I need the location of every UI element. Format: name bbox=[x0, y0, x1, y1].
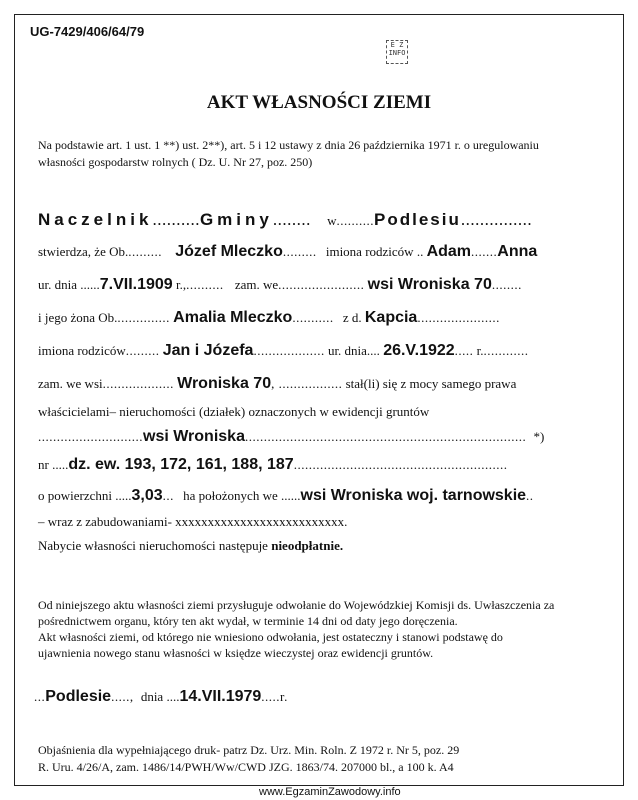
wife-parents-label: imiona rodziców bbox=[38, 343, 126, 358]
born-label: ur. dnia ...... bbox=[38, 277, 100, 292]
wife-born-label: ur. dnia.... bbox=[327, 343, 380, 358]
zam-we-label: zam. we bbox=[234, 277, 279, 292]
footer-line-2: R. Uru. 4/26/A, zam. 1486/14/PWH/Ww/CWD JZG. 1863/74. 207000 bl., a 100 k. A4 bbox=[38, 760, 454, 774]
authority-word-1: Naczelnik bbox=[38, 210, 153, 229]
authority-line: Naczelnik..........Gminy........ w..........Podlesiu............... bbox=[38, 210, 533, 229]
owners-text: właścicielami– nieruchomości (działek) oznaczonych w ewidencji gruntów bbox=[38, 404, 430, 419]
footer-line-1: Objaśnienia dla wypełniającego druk- patrz Dz. Urz. Min. Roln. Z 1972 r. Nr 5, poz. 29 bbox=[38, 743, 460, 757]
registry-village: wsi Wroniska bbox=[143, 428, 245, 445]
nr-label: nr ..... bbox=[38, 457, 69, 472]
owner-address: wsi Wroniska 70 bbox=[367, 276, 492, 293]
wife-birth-date: 26.V.1922 bbox=[383, 342, 455, 359]
issue-place: Podlesie bbox=[45, 688, 112, 705]
wife-name: Amalia Mleczko bbox=[173, 309, 293, 326]
owner-name: Józef Mleczko bbox=[175, 243, 283, 260]
authority-place: Podlesiu bbox=[373, 210, 461, 229]
owner-birth-date: 7.VII.1909 bbox=[99, 276, 173, 293]
owner-birth-line: ur. dnia ......7.VII.1909 r.,.......... zam. we....................... wsi Wroniska 70........ bbox=[38, 276, 522, 293]
issue-date: 14.VII.1979 bbox=[179, 688, 262, 705]
r-label: r. bbox=[476, 343, 484, 358]
authority-word-2: Gminy bbox=[199, 210, 273, 229]
location-value: wsi Wroniska woj. tarnowskie bbox=[300, 487, 527, 504]
issue-line: ...Podlesie....., dnia ....14.VII.1979.....r. bbox=[34, 688, 288, 705]
wife-address-line: zam. we wsi................... Wroniska 70, ................. stał(li) się z mocy samego prawa bbox=[38, 375, 517, 392]
acquisition-line bbox=[38, 538, 343, 554]
area-line: o powierzchni .....3,03... ha położonych we ......wsi Wroniska woj. tarnowskie.. bbox=[38, 487, 534, 504]
stamp-line-2: INFO bbox=[388, 49, 406, 57]
owner-line: stwierdza, że Ob.......... Józef Mleczko......... imiona rodziców .. Adam.......Anna bbox=[38, 243, 538, 260]
page-title: AKT WŁASNOŚCI ZIEMI bbox=[206, 92, 432, 113]
wife-line: i jego żona Ob............... Amalia Mleczko........... z d. Kapcia...................... bbox=[38, 309, 500, 326]
stwierdza-label: stwierdza, że Ob. bbox=[38, 244, 129, 259]
zam-wsi-label: zam. we wsi bbox=[38, 376, 103, 391]
buildings-text: – wraz z zabudowaniami- xxxxxxxxxxxxxxxxxxxxxxxxxx. bbox=[38, 514, 348, 529]
intro-line-2: własności gospodarstw rolnych ( Dz. U. Nr 27, poz. 250) bbox=[38, 155, 313, 169]
registry-line: ............................wsi Wroniska........................................................................... *) bbox=[38, 428, 545, 445]
ha-label: ha położonych we ...... bbox=[183, 488, 301, 503]
info-stamp-icon bbox=[386, 40, 408, 64]
area-value: 3,03 bbox=[131, 487, 163, 504]
plot-numbers: dz. ew. 193, 172, 161, 188, 187 bbox=[68, 456, 294, 473]
appeal-line-2: pośrednictwem organu, który ten akt wydał, w terminie 14 dni od daty jego doręczenia. bbox=[38, 614, 458, 628]
stal-text: stał(li) się z mocy samego prawa bbox=[345, 376, 517, 391]
acquisition-text: Nabycie własności nieruchomości następuje bbox=[38, 538, 268, 553]
watermark: www.EgzaminZawodowy.info bbox=[259, 786, 401, 798]
document-frame bbox=[14, 14, 624, 786]
wife-maiden-name: Kapcia bbox=[364, 309, 418, 326]
acquisition-value: nieodpłatnie. bbox=[271, 538, 344, 553]
r-dots-label: r., bbox=[175, 277, 187, 292]
wife-parents-line: imiona rodziców......... Jan i Józefa................... ur. dnia.... 26.V.1922..... r............. bbox=[38, 342, 529, 359]
stamp-line-1: E Z bbox=[390, 41, 404, 49]
wife-label: i jego żona Ob. bbox=[38, 310, 118, 325]
wife-parents: Jan i Józefa bbox=[162, 342, 254, 359]
zd-label: z d. bbox=[342, 310, 362, 325]
plots-line: nr .....dz. ew. 193, 172, 161, 188, 187......................................................... bbox=[38, 456, 508, 473]
w-label: w bbox=[327, 213, 337, 228]
wife-address: Wroniska 70 bbox=[177, 375, 272, 392]
parent-2: Anna bbox=[497, 243, 538, 260]
parent-1: Adam bbox=[426, 243, 472, 260]
appeal-line-1: Od niniejszego aktu własności ziemi przysługuje odwołanie do Wojewódzkiej Komisji ds. Uwłaszczenia za bbox=[38, 598, 555, 612]
appeal-line-3: Akt własności ziemi, od którego nie wniesiono odwołania, jest ostateczny i stanowi podstawę do bbox=[38, 630, 503, 644]
appeal-line-4: ujawnienia nowego stanu własności w księdze wieczystej oraz ewidencji gruntów. bbox=[38, 646, 434, 660]
intro-line-1: Na podstawie art. 1 ust. 1 **) ust. 2**), art. 5 i 12 ustawy z dnia 26 października 1971 r. o uregulowaniu bbox=[38, 138, 539, 152]
area-label: o powierzchni ..... bbox=[38, 488, 132, 503]
star-note: *) bbox=[533, 429, 545, 444]
document-code: UG-7429/406/64/79 bbox=[30, 24, 145, 39]
parents-label: imiona rodziców .. bbox=[325, 244, 424, 259]
dnia-label: dnia .... bbox=[140, 689, 180, 704]
